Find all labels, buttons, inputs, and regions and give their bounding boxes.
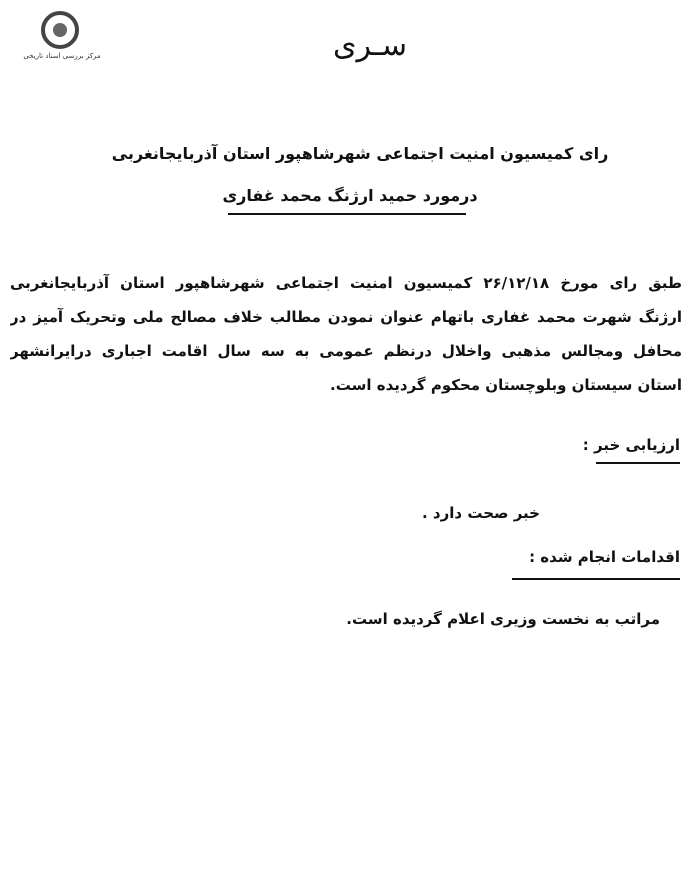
body-line-4: استان سیستان وبلوچستان محکوم گردیده است. xyxy=(330,376,682,394)
assessment-heading: ارزیابی خبر : xyxy=(582,436,680,454)
assessment-value: خبر صحت دارد . xyxy=(422,504,540,522)
assessment-underline xyxy=(596,462,680,464)
actions-underline xyxy=(512,578,680,580)
archive-logo-icon xyxy=(38,10,82,50)
document-title: رای کمیسیون امنیت اجتماعی شهرشاهپور استان آذربایجانغربی xyxy=(111,144,609,163)
body-line-1: طبق رای مورخ ۲۶/۱۲/۱۸ کمیسیون امنیت اجتماعی شهرشاهپور استان آذربایجانغربی xyxy=(10,274,682,292)
actions-heading: اقدامات انجام شده : xyxy=(529,548,680,566)
subject-underline xyxy=(228,213,466,215)
classification-mark: سـرى xyxy=(333,28,407,63)
logo-caption: مرکز بررسی اسناد تاریخی xyxy=(23,52,101,60)
body-line-2: ارژنگ شهرت محمد غفاری باتهام عنوان نمودن مطالب خلاف مصالح ملی وتحریک آمیز در xyxy=(10,308,682,326)
archive-logo xyxy=(14,10,110,62)
body-line-3: محافل ومجالس مذهبی واخلال درنظم عمومی به سه سال اقامت اجباری درایرانشهر xyxy=(10,342,682,360)
closing-statement: مراتب به نخست وزیری اعلام گردیده است. xyxy=(346,610,660,628)
document-subject: درمورد حمید ارژنگ محمد غفاری xyxy=(222,186,478,205)
